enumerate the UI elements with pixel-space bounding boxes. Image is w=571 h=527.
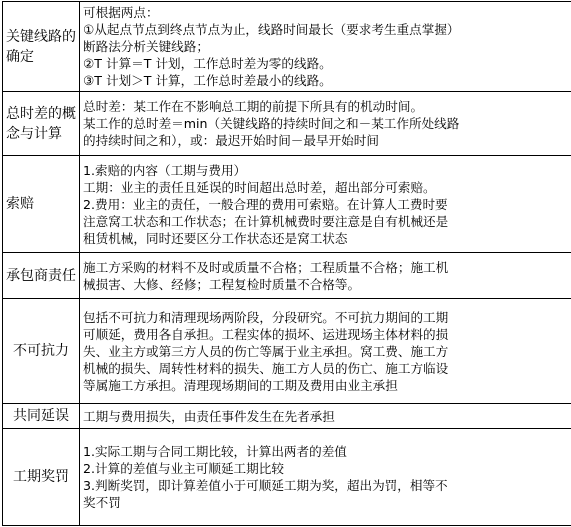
content-line: 断路法分析关键线路； (83, 39, 209, 54)
content-line: 工期：业主的责任且延误的时间超出总时差，超出部分可索赔。 (83, 179, 436, 195)
table-row (3, 253, 571, 299)
content-line: 某工作的总时差＝min（关键线路的持续时间之和－某工作所处线路 (83, 116, 460, 131)
topic-cell: 工期奖罚 (3, 429, 80, 526)
content-line: 机械的损失、周转性材料的损失、施工方人员的伤亡、施工方临设 (83, 360, 449, 376)
content-line: 2.计算的差值与业主可顺延工期比较 (83, 461, 284, 476)
topic-cell: 索赔 (3, 156, 80, 253)
content-line: 3.判断奖罚，即计算差值小于可顺延工期为奖，超出为罚，相等不 (83, 478, 448, 493)
content-cell (80, 429, 571, 526)
content-line: 总时差：某工作在不影响总工期的前提下所具有的机动时间。 (83, 99, 424, 114)
content-line: ③T 计划＞T 计算，工作总时差最小的线路。 (83, 73, 332, 88)
content-line: 包括不可抗力和清理现场两阶段，分段研究。不可抗力期间的工期 (83, 309, 449, 325)
content-line: 工期与费用损失，由责任事件发生在先者承担 (83, 408, 335, 424)
table-row (3, 156, 571, 253)
table-row (3, 404, 571, 429)
content-line: 1.索赔的内容（工期与费用） (83, 162, 247, 178)
topic-cell: 总时差的概念与计算 (3, 92, 80, 156)
table-row (3, 429, 571, 526)
content-line: 租赁机械，同时还要区分工作状态还是窝工状态 (83, 230, 348, 246)
content-line: ①从起点节点到终点节点为止，线路时间最长（要求考生重点掌握） (83, 22, 460, 37)
topic-cell: 共同延误 (3, 404, 80, 429)
table-row (3, 2, 571, 92)
content-line: 失、业主方或第三方人员的伤亡等属于业主承担。窝工费、施工方 (83, 343, 449, 359)
content-cell (80, 156, 571, 253)
content-cell (80, 2, 571, 92)
content-line: ②T 计算＝T 计划，工作总时差为零的线路。 (83, 56, 332, 71)
topic-cell: 不可抗力 (3, 299, 80, 404)
notes-table (2, 1, 571, 526)
content-cell (80, 299, 571, 404)
content-line: 施工方采购的材料不及时或质量不合格；工程质量不合格；施工机 (83, 259, 449, 275)
content-line: 1.实际工期与合同工期比较，计算出两者的差值 (83, 444, 347, 459)
table-row (3, 92, 571, 156)
content-cell (80, 404, 571, 429)
topic-cell: 承包商责任 (3, 253, 80, 299)
content-line: 奖不罚 (83, 495, 121, 510)
content-line: 可根据两点： (83, 5, 159, 20)
content-line: 等属施工方承担。清理现场期间的工期及费用由业主承担 (83, 377, 398, 393)
content-cell (80, 253, 571, 299)
content-line: 的持续时间之和），或：最迟开始时间－最早开始时间 (83, 133, 379, 148)
content-line: 可顺延，费用各自承担。工程实体的损坏、运进现场主体材料的损 (83, 326, 449, 342)
content-cell (80, 92, 571, 156)
content-line: 2.费用：业主的责任，一般合理的费用可索赔。在计算人工费时要 (83, 196, 448, 212)
content-line: 械损害、大修、经修；工程复检时质量不合格等。 (83, 276, 361, 292)
content-line: 注意窝工状态和工作状态；在计算机械费时要注意是自有机械还是 (83, 213, 449, 229)
topic-cell: 关键线路的确定 (3, 2, 80, 92)
table-row (3, 299, 571, 404)
